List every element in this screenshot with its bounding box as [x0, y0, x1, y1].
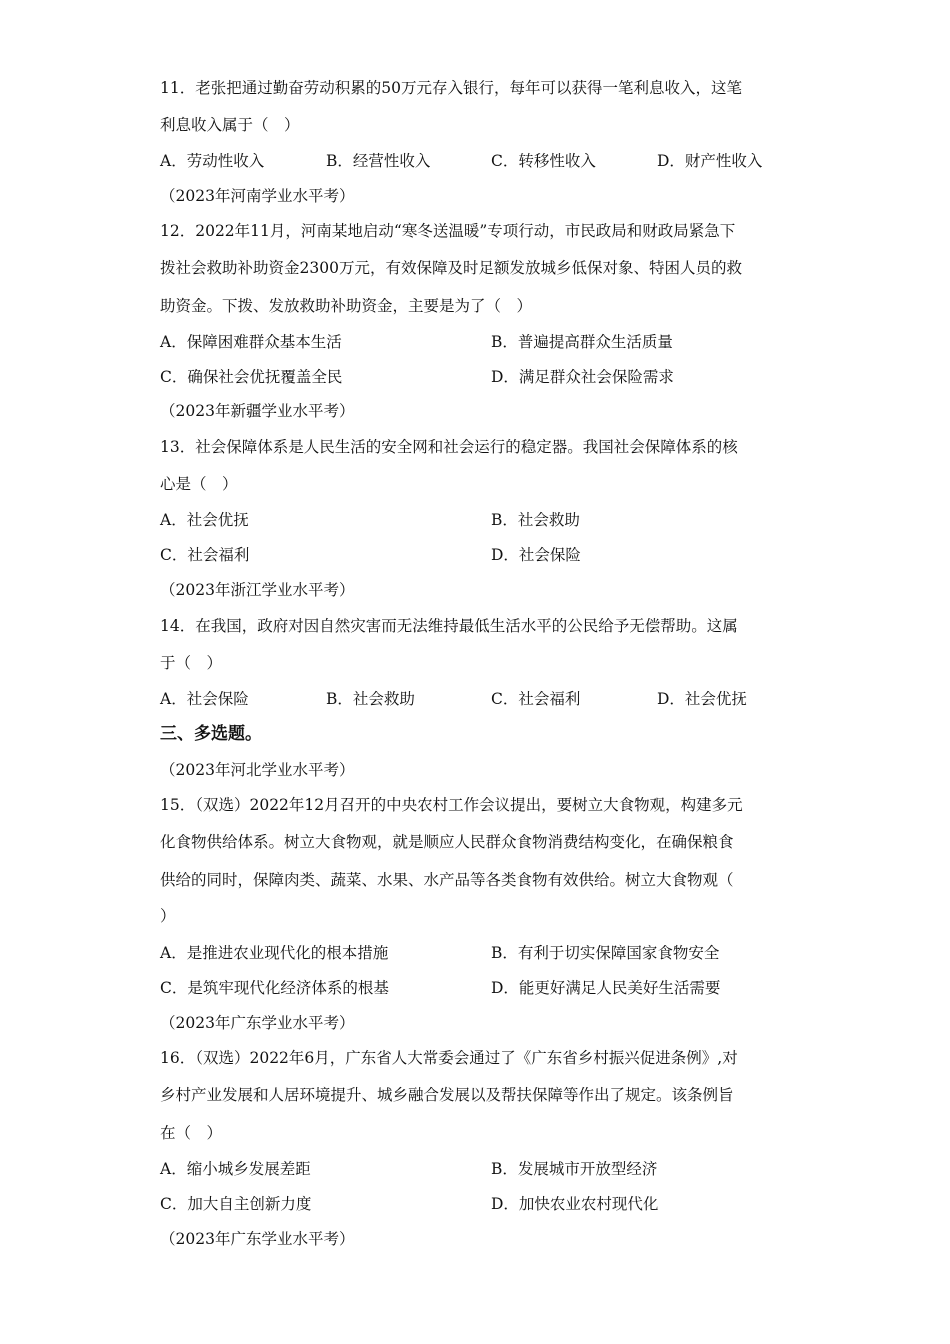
question-15-option-d: D．能更好满足人民美好生活需要: [491, 979, 721, 997]
question-13-option-b: B．社会救助: [491, 511, 580, 529]
question-11-option-a: A．劳动性收入: [160, 152, 265, 170]
question-11-source: （2023年河南学业水平考）: [160, 187, 355, 205]
question-15-line-3: 供给的同时，保障肉类、蔬菜、水果、水产品等各类食物有效供给。树立大食物观（: [160, 871, 734, 889]
question-15-option-b: B．有利于切实保障国家食物安全: [491, 944, 720, 962]
question-16-option-b: B．发展城市开放型经济: [491, 1160, 658, 1178]
question-12-line-1: 12．2022年11月，河南某地启动“寒冬送温暖”专项行动，市民政局和财政局紧急下: [160, 222, 736, 240]
question-16-line-1: 16．（双选）2022年6月，广东省人大常委会通过了《广东省乡村振兴促进条例》,对: [160, 1049, 738, 1067]
question-16-option-a: A．缩小城乡发展差距: [160, 1160, 311, 1178]
question-14-line-2: 于（ ）: [160, 654, 223, 672]
question-11-option-c: C．转移性收入: [491, 152, 596, 170]
question-13-option-c: C．社会福利: [160, 546, 250, 564]
question-12-option-d: D．满足群众社会保险需求: [491, 368, 674, 386]
question-16-line-3: 在（ ）: [160, 1124, 223, 1142]
question-15-line-2: 化食物供给体系。树立大食物观，就是顺应人民群众食物消费结构变化，在确保粮食: [160, 833, 734, 851]
section-heading: 三、多选题。: [160, 724, 262, 744]
question-15-option-c: C．是筑牢现代化经济体系的根基: [160, 979, 389, 997]
question-16-option-c: C．加大自主创新力度: [160, 1195, 312, 1213]
question-11-line-2: 利息收入属于（ ）: [160, 116, 300, 134]
question-11-line-1: 11．老张把通过勤奋劳动积累的50万元存入银行，每年可以获得一笔利息收入，这笔: [160, 79, 742, 97]
question-13-line-1: 13．社会保障体系是人民生活的安全网和社会运行的稳定器。我国社会保障体系的核: [160, 438, 738, 456]
question-13-line-2: 心是（ ）: [160, 475, 238, 493]
question-12-option-a: A．保障困难群众基本生活: [160, 333, 342, 351]
question-14-option-c: C．社会福利: [491, 690, 581, 708]
question-16-option-d: D．加快农业农村现代化: [491, 1195, 659, 1213]
question-13-option-a: A．社会优抚: [160, 511, 249, 529]
question-15-line-4: ）: [160, 907, 176, 925]
question-15-line-1: 15．（双选）2022年12月召开的中央农村工作会议提出，要树立大食物观，构建多元: [160, 796, 743, 814]
question-12-line-2: 拨社会救助补助资金2300万元，有效保障及时足额发放城乡低保对象、特困人员的救: [160, 259, 742, 277]
question-14-option-b: B．社会救助: [326, 690, 415, 708]
question-16-line-2: 乡村产业发展和人居环境提升、城乡融合发展以及帮扶保障等作出了规定。该条例旨: [160, 1086, 734, 1104]
question-13-source: （2023年浙江学业水平考）: [160, 581, 355, 599]
question-12-option-c: C．确保社会优抚覆盖全民: [160, 368, 343, 386]
question-15-source-before: （2023年河北学业水平考）: [160, 761, 355, 779]
question-12-line-3: 助资金。下拨、发放救助补助资金，主要是为了（ ）: [160, 297, 533, 315]
question-15-source: （2023年广东学业水平考）: [160, 1014, 355, 1032]
question-15-option-a: A．是推进农业现代化的根本措施: [160, 944, 389, 962]
question-11-option-b: B．经营性收入: [326, 152, 431, 170]
question-12-source: （2023年新疆学业水平考）: [160, 402, 355, 420]
question-11-option-d: D．财产性收入: [657, 152, 763, 170]
question-16-source: （2023年广东学业水平考）: [160, 1230, 355, 1248]
question-12-option-b: B．普遍提高群众生活质量: [491, 333, 673, 351]
question-14-line-1: 14．在我国，政府对因自然灾害而无法维持最低生活水平的公民给予无偿帮助。这属: [160, 617, 738, 635]
question-14-option-a: A．社会保险: [160, 690, 249, 708]
question-14-option-d: D．社会优抚: [657, 690, 747, 708]
question-13-option-d: D．社会保险: [491, 546, 581, 564]
